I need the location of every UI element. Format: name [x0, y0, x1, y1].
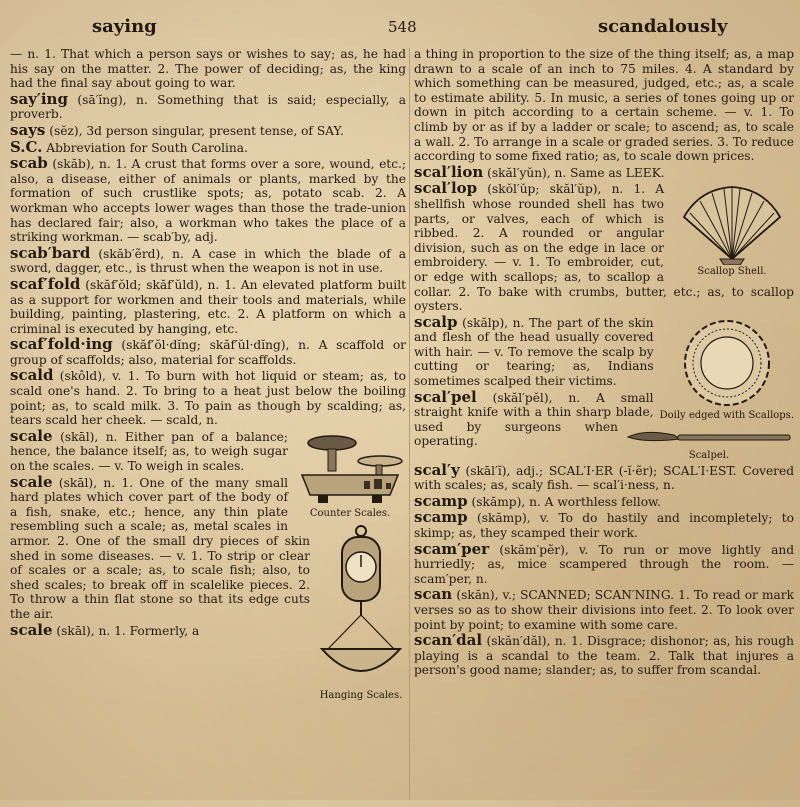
pronunciation: (sĕz), 3d person singular, present tense, of — [49, 123, 313, 138]
scalpel-figure — [624, 425, 794, 461]
definition: SAY. — [316, 123, 344, 138]
definition: Same as LEEK. — [570, 165, 665, 180]
scallop-shell-illustration — [670, 183, 794, 265]
headword: scale — [10, 426, 53, 445]
figure-caption: Counter Scales. — [309, 507, 391, 519]
counter-scales-illustration — [294, 431, 406, 507]
scalpel-illustration — [624, 425, 794, 449]
definition: 1. One of the many small hard plates which cover part of the body of a fish, snake, etc.; hence, any thin plate resembling such a scale; as, metal scales in armor. 2. One of the small dry pieces of skin shed in some diseases. — v. 1. To strip or clear of scales or a scale; as, to scale fish; also, to shed scales; to break off in scalelike pieces. 2. To throw a thin flat stone so that its edge cuts the air. — [10, 475, 310, 621]
headword: scal′lop — [414, 179, 478, 198]
headword: scan′dal — [414, 631, 483, 650]
headword: scam′per — [414, 539, 490, 558]
definition: 1. A shellfish whose rounded shell has two parts, or valves, each of which is ribbed. 2. A rounded or angular division, such as on the edge in lace or embroidery. — v. 1. To embroider, cut, or edge with scallops; as, to scallop a collar. 2. To bake with crumbs, butter, etc.; as, to scallop oysters. — [414, 182, 794, 314]
headword: scald — [10, 366, 54, 385]
headword: scale — [10, 472, 53, 491]
headword: scab′bard — [10, 243, 91, 262]
counter-scales-figure — [294, 431, 406, 519]
figure-caption: Doily edged with Scallops. — [659, 409, 794, 421]
left-column — [10, 47, 406, 807]
page-number: 548 — [388, 18, 417, 36]
definition: A case in which the blade of a sword, dagger, etc., is thrust when the weapon is not in use. — [10, 246, 406, 276]
pronunciation: (skămp), n. — [471, 494, 541, 509]
headword: scal′y — [414, 460, 460, 479]
pronunciation: (skāl′ĭ), adj.; — [465, 463, 543, 478]
entry-says — [10, 120, 406, 139]
figure-caption: Hanging Scales. — [319, 689, 403, 701]
scalloped-dish-figure — [660, 317, 794, 421]
definition: 1. Disgrace; dishonor; as, his rough playing is a scandal to the team. 2. Talk that injures a person's good name; slander; as, to suffer from scandal. — [414, 634, 794, 678]
pronunciation: (skāl), n. — [58, 475, 116, 490]
definition: 1. To burn with hot liquid or steam; as, to scald one's hand. 2. To bring to a heat just below the boiling point; as, to scald milk. 3. To pain as though by scalding; as, tears scald her cheek. — scald, n. — [10, 369, 406, 428]
pronunciation: (skôld), v. — [59, 369, 122, 384]
definition: To run or move lightly and hurriedly; as, mice scampered through the room. — scam′per, n. — [414, 542, 794, 586]
headword: scaf′fold·ing — [10, 335, 113, 354]
entry-scald — [10, 368, 406, 427]
pronunciation: (skăn′dăl), n. — [486, 634, 567, 649]
entry-sc — [10, 137, 406, 156]
right-column — [414, 47, 794, 807]
definition: The part of the skin and flesh of the head usually covered with hair. — v. To remove the scalp by cutting or tearing; as, Indians sometimes scalped their victims. — [414, 315, 654, 389]
definition: 1. To read or mark verses so as to show their divisions into feet. 2. To look over point by point; to examine with some care. — [414, 588, 794, 632]
definition: A worthless fellow. — [544, 494, 661, 509]
scallop-shell-figure — [670, 183, 794, 277]
pronunciation: (skăb), n. — [52, 157, 111, 172]
entry-saying — [10, 89, 406, 122]
page-header — [0, 14, 800, 42]
entry-continuation: a thing in proportion to the size of the thing itself; as, a map drawn to a scale of an inch to 75 miles. 4. A standard by which something can be measured, judged, etc.; as, a scale to estimate ability. 5. In music, a series of tones going up or down in pitch according to a certain scheme. — v. 1. To climb by or as if by a ladder or scale; to ascend; as, to scale a wall. 2. To arrange in a scale or graded series. 3. To reduce according to some fixed ratio; as, to scale down prices. — [414, 47, 794, 164]
entry-scan — [414, 587, 794, 632]
headword: scal′pel — [414, 387, 477, 406]
definition: To do hastily and incompletely; to skimp; as, they scamped their work. — [414, 511, 794, 541]
pronunciation: (skăf′ŏl·dĭng; skăf′ŭl·dĭng), n. — [121, 338, 310, 353]
headword: scal′lion — [414, 162, 484, 181]
headword: scan — [414, 585, 453, 604]
definition: Something that is said; especially, a proverb. — [10, 92, 406, 122]
pronunciation: (skăf′ŏld; skăf′ŭld), n. — [85, 277, 220, 292]
definition: SCAL′I·ER (-ĭ·ẽr); SCAL′I·EST. Covered with scales; as, scaly fish. — scal′i·ness, n. — [414, 463, 794, 493]
entry-scamper — [414, 539, 794, 587]
pronunciation: (skălp), n. — [462, 315, 525, 330]
headword: say′ing — [10, 89, 68, 108]
entry-scabbard — [10, 243, 406, 276]
headword: says — [10, 120, 46, 139]
entry-scandal — [414, 633, 794, 678]
headword: scamp — [414, 491, 468, 510]
pronunciation: (skămp), v. — [476, 511, 550, 526]
headword: scale — [10, 620, 53, 639]
headword: S.C. — [10, 137, 43, 156]
definition: A small straight knife with a thin sharp blade, used by surgeons when operating. — [414, 390, 654, 449]
pronunciation: (skăl′pĕl), n. — [492, 390, 581, 405]
definition: Abbreviation for South Carolina. — [46, 140, 248, 155]
headword: scaf′fold — [10, 274, 81, 293]
entry-scaffold — [10, 274, 406, 336]
entry-scallion — [414, 162, 794, 181]
pronunciation: (skăl′yŭn), n. — [487, 165, 567, 180]
definition: 1. An elevated platform built as a support for workmen and their tools and materials, while building, painting, plastering, etc. 2. A platform on which a criminal is executed by hanging, etc. — [10, 277, 406, 336]
pronunciation: (skŏl′ŭp; skăl′ŭp), n. — [487, 182, 624, 197]
entry-continuation: — n. 1. That which a person says or wishes to say; as, he had his say on the matter. 2. The power of deciding; as, the king had the final say about going to war. — [10, 47, 406, 91]
hanging-scales-figure — [316, 523, 406, 701]
left-guide-word: saying — [92, 16, 157, 37]
right-guide-word: scandalously — [598, 16, 728, 37]
definition: 1. A crust that forms over a sore, wound, etc.; also, a disease, either of animals or plants, marked by the formation of such crustlike spots; as, potato scab. 2. A workman who accepts lower wages than those the trade-union has declared fair; also, a workman who takes the place of a striking workman. — scab′by, adj. — [10, 157, 406, 245]
pronunciation: (skăm′pẽr), v. — [499, 542, 589, 557]
headword: scamp — [414, 508, 468, 527]
definition: 1. Formerly, a — [114, 623, 200, 638]
pronunciation: (skăb′ẽrd), n. — [98, 246, 184, 261]
figure-caption: Scalpel. — [688, 449, 730, 461]
entry-scab — [10, 156, 406, 245]
hanging-scales-illustration — [316, 523, 406, 689]
pronunciation: (skāl), n. — [60, 429, 118, 444]
headword: scalp — [414, 312, 458, 331]
figure-caption: Scallop Shell. — [697, 266, 767, 278]
column-divider — [409, 48, 410, 800]
pronunciation: (skāl), n. — [56, 623, 111, 638]
entry-scamp-noun — [414, 491, 794, 510]
pronunciation: (skăn), v.; SCANNED; SCAN′NING. — [456, 588, 674, 603]
headword: scab — [10, 154, 48, 173]
pronunciation: (sā′ĭng), n. — [77, 92, 148, 107]
entry-scaffolding — [10, 337, 406, 367]
entry-scaly — [414, 460, 794, 493]
definition: Either pan of a balance; hence, the balance itself; as, to weigh sugar on the scales. — v. To weigh in scales. — [10, 429, 288, 474]
entry-scamp-verb — [414, 510, 794, 540]
scalloped-dish-illustration — [679, 317, 775, 409]
definition: A scaffold or group of scaffolds; also, material for scaffolds. — [10, 338, 406, 367]
